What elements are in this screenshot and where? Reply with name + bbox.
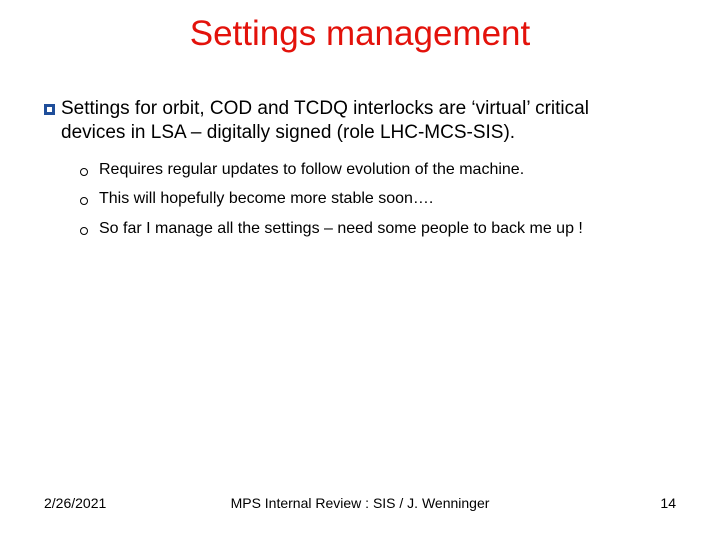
main-bullet-line-2: devices in LSA – digitally signed (role LHC-MCS-SIS). [61, 122, 516, 143]
sub-bullet [80, 160, 524, 180]
sub-bullet-text: Requires regular updates to follow evolution of the machine. [99, 161, 525, 178]
footer-date: 2/26/2021 [44, 495, 107, 511]
slide-title: Settings management [189, 14, 531, 53]
footer-title: MPS Internal Review : SIS / J. Wenninger [230, 495, 490, 511]
sub-bullet [80, 219, 583, 239]
circle-bullet-icon [80, 197, 88, 205]
main-bullet [44, 97, 664, 145]
sub-bullet-text: This will hopefully become more stable soon…. [99, 190, 434, 207]
sub-bullet [80, 189, 433, 209]
main-bullet-line-1: Settings for orbit, COD and TCDQ interlocks are ‘virtual’ critical [61, 98, 589, 119]
page-number: 14 [660, 495, 676, 511]
circle-bullet-icon [80, 168, 88, 176]
sub-bullet-text: So far I manage all the settings – need some people to back me up ! [99, 220, 583, 237]
circle-bullet-icon [80, 227, 88, 235]
square-bullet-icon [44, 104, 55, 115]
